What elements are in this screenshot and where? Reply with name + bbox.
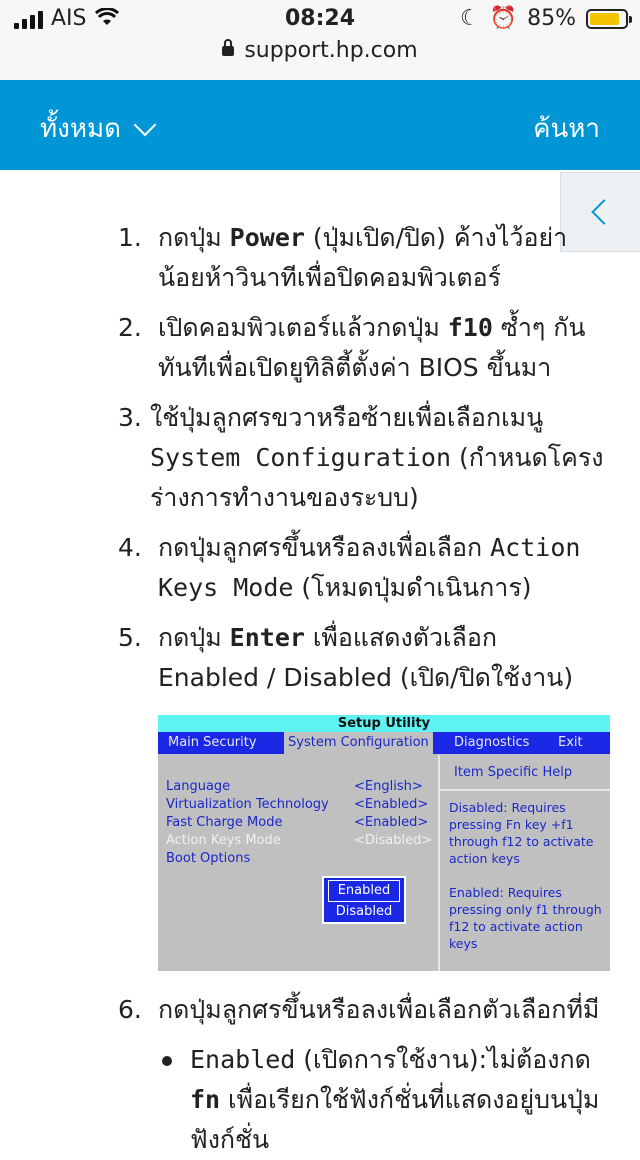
key-name: Power — [229, 223, 305, 252]
bios-help-text — [449, 799, 609, 952]
step-6 — [118, 990, 618, 1160]
step-5 — [118, 618, 618, 698]
bios-row-value: <Enabled> — [354, 815, 429, 830]
bios-help-title: Item Specific Help — [454, 765, 573, 780]
step-text: เพื่อแสดงตัวเลือก — [304, 623, 498, 652]
step-text: กดปุ่มลูกศรขึ้นหรือลงเพื่อเลือกตัวเลือกที่มี — [158, 995, 600, 1024]
bullet-icon — [162, 1056, 172, 1066]
option-name: Enabled — [190, 1045, 296, 1074]
bios-help-line: Enabled: Requires — [449, 885, 562, 900]
step-number: 2. — [118, 313, 142, 342]
bios-help-line: keys — [449, 936, 478, 951]
step-6-text — [118, 990, 618, 1030]
step-text: (กำหนดโครง — [451, 443, 604, 472]
step-text: ใช้ปุ่มลูกศรขวาหรือซ้ายเพื่อเลือกเมนู — [150, 403, 544, 432]
step-number: 3. — [118, 403, 142, 432]
bios-row-value: <English> — [354, 779, 423, 794]
step-3 — [118, 398, 618, 518]
battery-percent: 85% — [527, 6, 576, 31]
category-dropdown[interactable] — [40, 108, 153, 149]
step-text: (เปิดการใช้งาน):ไม่ต้องกด — [295, 1045, 591, 1074]
step-1 — [118, 218, 618, 298]
bios-popup-option: Enabled — [328, 880, 400, 902]
instruction-steps — [118, 218, 618, 708]
step-number: 5. — [118, 623, 142, 652]
step-text: น้อยห้าวินาทีเพื่อปิดคอมพิวเตอร์ — [158, 263, 502, 292]
bios-help-line: action keys — [449, 851, 520, 866]
bios-menu-bar — [158, 732, 610, 754]
key-name: Enter — [229, 623, 305, 652]
moon-icon: ☾ — [459, 6, 480, 31]
bios-help-line: pressing only f1 through — [449, 902, 602, 917]
step-text: ซ้ำๆ กัน — [492, 313, 586, 342]
bios-help-line: through f12 to activate — [449, 834, 594, 849]
step-text: ทันทีเพื่อเปิดยูทิลิตี้ตั้งค่า BIOS ขึ้นมา — [158, 353, 552, 382]
step-text: (โหมดปุ่มดำเนินการ) — [293, 573, 532, 602]
carrier-name: AIS — [51, 6, 87, 31]
step-text: กดปุ่ม — [158, 623, 230, 652]
step-text: เพื่อเรียกใช้ฟังก์ชั่นที่แสดงอยู่บนปุ่ม — [220, 1085, 600, 1114]
step-number: 1. — [118, 223, 142, 252]
step-text: Enabled / Disabled (เปิด/ปิดใช้งาน) — [158, 663, 574, 692]
step-text: ฟังก์ชั่น — [190, 1125, 270, 1154]
step-text: (ปุ่มเปิด/ปิด) ค้างไว้อย่า — [304, 223, 568, 252]
step-number: 4. — [118, 533, 142, 562]
bios-help-line: f12 to activate action — [449, 919, 583, 934]
category-label: ทั้งหมด — [40, 114, 121, 144]
bios-menu-exit: Exit — [558, 735, 583, 750]
bios-row-label: Virtualization Technology — [166, 797, 329, 812]
chevron-down-icon — [134, 113, 157, 136]
bios-row-label: Fast Charge Mode — [166, 815, 283, 830]
bios-row-label: Language — [166, 779, 231, 794]
step-number: 6. — [118, 995, 142, 1024]
bios-row — [166, 815, 436, 833]
list-item — [118, 1040, 618, 1160]
clock: 08:24 — [284, 6, 356, 31]
bios-row — [166, 851, 436, 869]
key-name: f10 — [447, 313, 493, 342]
key-name: fn — [190, 1085, 221, 1114]
url-bar[interactable] — [0, 38, 640, 63]
step-text: ร่างการทำงานของระบบ) — [150, 483, 419, 512]
bios-popup-option: Disabled — [335, 904, 393, 919]
battery-icon — [586, 9, 628, 29]
step-text: เปิดคอมพิวเตอร์แล้วกดปุ่ม — [158, 313, 448, 342]
step-text: กดปุ่มลูกศรขึ้นหรือลงเพื่อเลือก — [158, 533, 491, 562]
bios-row — [166, 779, 436, 797]
lock-icon — [222, 46, 234, 56]
bios-menu-system-configuration: System Configuration — [284, 732, 433, 754]
bios-row — [166, 797, 436, 815]
status-bar — [0, 0, 640, 80]
bios-row-label: Action Keys Mode — [166, 833, 281, 848]
bios-help-line: Disabled: Requires — [449, 800, 566, 815]
menu-name: Keys Mode — [158, 573, 294, 602]
bios-row-value: <Disabled> — [354, 833, 433, 848]
bios-help-line: pressing Fn key +f1 — [449, 817, 574, 832]
bios-title: Setup Utility — [158, 715, 610, 732]
bios-row-value: <Enabled> — [354, 797, 429, 812]
menu-name: Action — [490, 533, 581, 562]
alarm-icon: ⏰ — [489, 6, 518, 31]
bios-menu-main-security: Main Security — [168, 735, 257, 750]
bios-screenshot — [158, 715, 610, 971]
url-text: support.hp.com — [244, 38, 418, 63]
step-2 — [118, 308, 618, 388]
site-nav — [0, 80, 640, 170]
step-4 — [118, 528, 618, 608]
step-text: กดปุ่ม — [158, 223, 230, 252]
bios-row-selected — [166, 833, 436, 851]
menu-name: System Configuration — [150, 443, 452, 472]
status-right — [460, 6, 628, 31]
bios-row-label: Boot Options — [166, 851, 251, 866]
bios-help-header — [440, 755, 610, 791]
bios-option-popup — [322, 876, 406, 924]
bios-options — [166, 779, 436, 869]
search-button[interactable]: ค้นหา — [533, 114, 600, 144]
bios-menu-diagnostics: Diagnostics — [454, 735, 530, 750]
